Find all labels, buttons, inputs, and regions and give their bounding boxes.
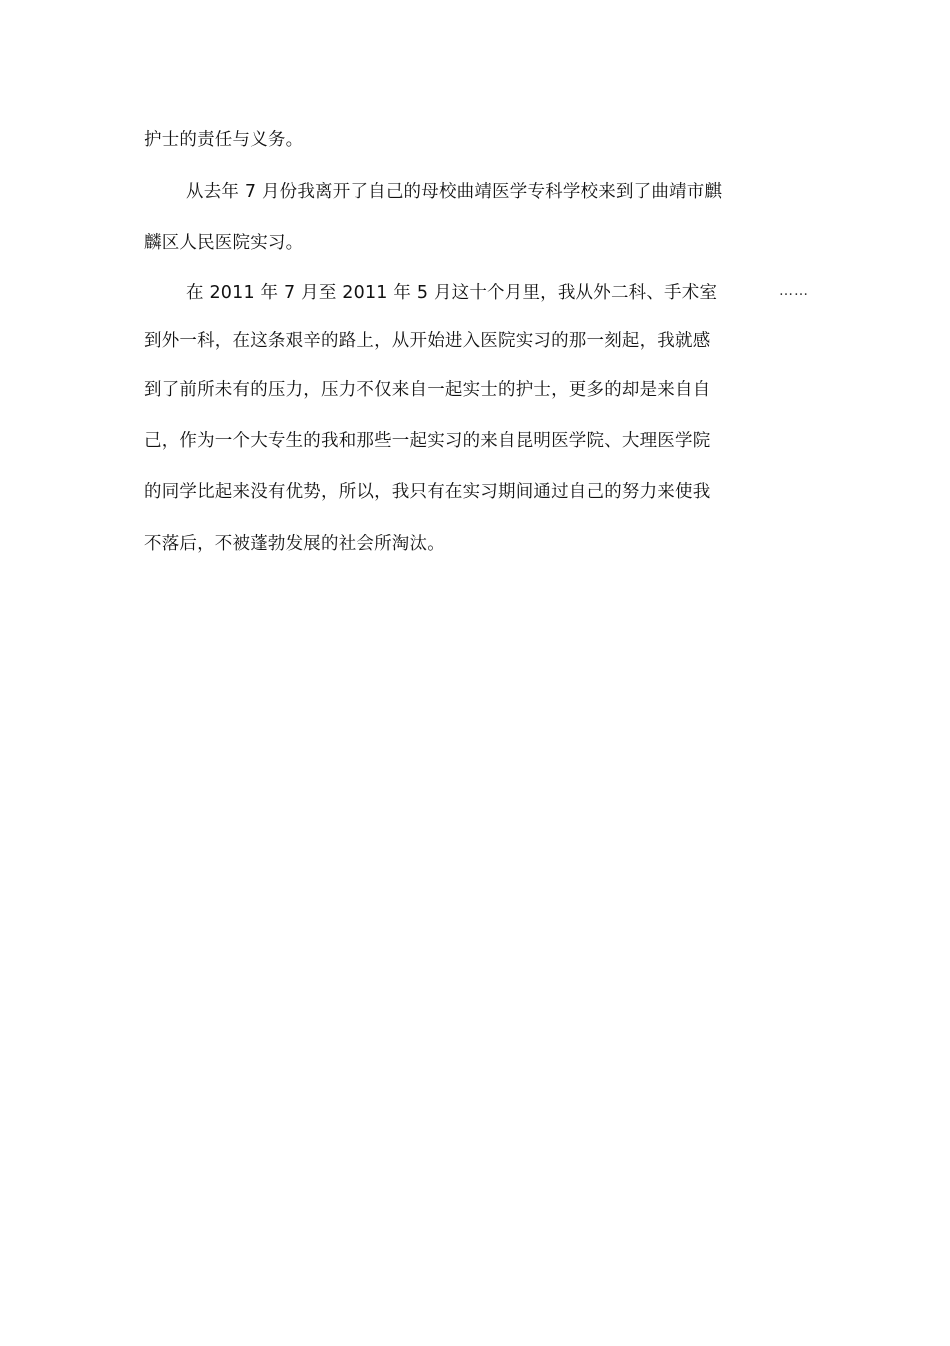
paragraph-line: 从去年 7 月份我离开了自己的母校曲靖医学专科学校来到了曲靖市麒 bbox=[186, 182, 723, 202]
paragraph-line: 在 2011 年 7 月至 2011 年 5 月这十个月里，我从外二科、手术室 bbox=[186, 283, 718, 303]
margin-ellipsis: …… bbox=[779, 283, 809, 299]
paragraph-line: 到了前所未有的压力，压力不仅来自一起实士的护士，更多的却是来自自 bbox=[144, 380, 711, 400]
paragraph-line: 到外一科，在这条艰辛的路上，从开始进入医院实习的那一刻起，我就感 bbox=[144, 331, 711, 351]
paragraph-line: 己，作为一个大专生的我和那些一起实习的来自昆明医学院、大理医学院 bbox=[144, 431, 711, 451]
paragraph-line: 不落后，不被蓬勃发展的社会所淘汰。 bbox=[144, 534, 445, 554]
paragraph-line: 麟区人民医院实习。 bbox=[144, 233, 304, 253]
paragraph-line: 护士的责任与义务。 bbox=[144, 130, 304, 150]
paragraph-line: 的同学比起来没有优势，所以，我只有在实习期间通过自己的努力来使我 bbox=[144, 482, 711, 502]
